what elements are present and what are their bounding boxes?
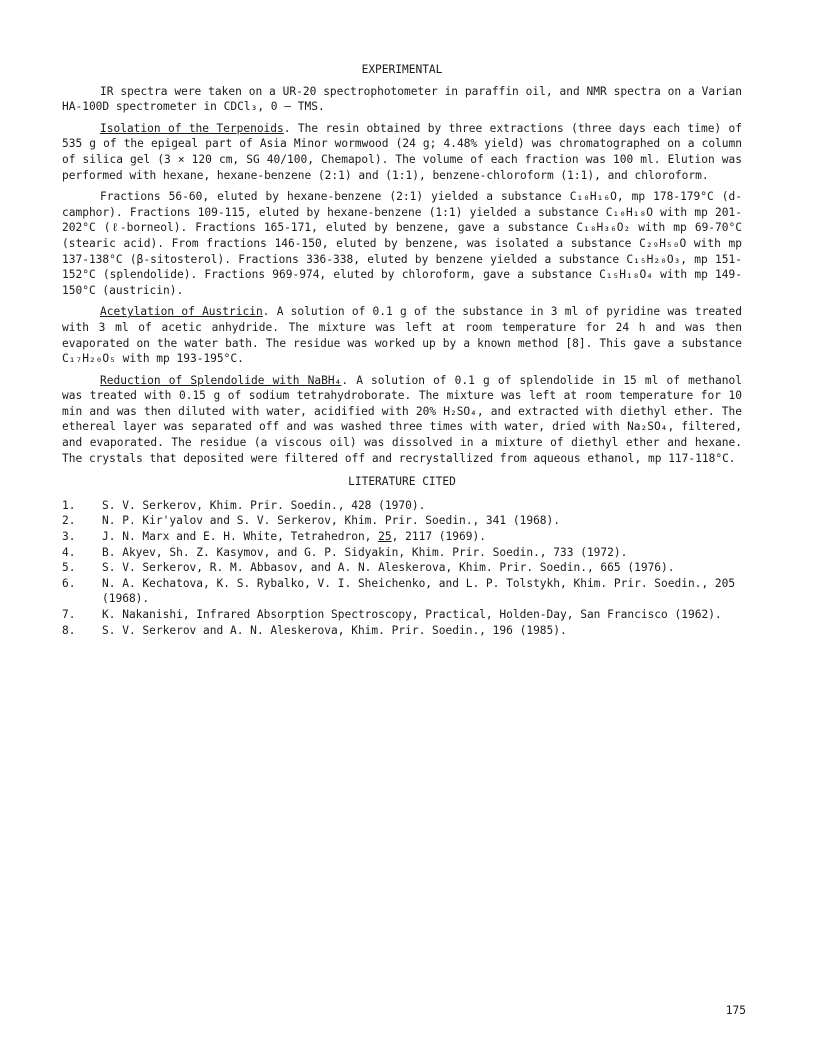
paragraph-isolation [62,121,742,183]
paragraph-reduction-text: . A solution of 0.1 g of splendolide in 15 ml of methanol was treated with 0.15 g of sodium tetrahydroborate. The mixture was left at room temperature for 10 min and was then diluted with water, acidified with 20% H₂SO₄, and extracted with diethyl ether. The ethereal layer was separated off and was washed three times with water, dried with Na₂SO₄, filtered, and evaporated. The residue (a viscous oil) was dissolved in a mixture of diethyl ether and hexane. The crystals that deposited were filtered off and recrystallized from aqueous ethanol, mp 117-118°C. [62,373,742,465]
reference-text: N. A. Kechatova, K. S. Rybalko, V. I. Sheichenko, and L. P. Tolstykh, Khim. Prir. Soedin., 205 (1968). [102,576,736,606]
paragraph-fractions: Fractions 56-60, eluted by hexane-benzene (2:1) yielded a substance C₁₀H₁₆O, mp 178-179°C (d-camphor). Fractions 109-115, eluted by hexane-benzene (1:1) yielded a substance C₁₀H₁₈O with mp 201-202°C (ℓ-borneol). Fractions 165-171, eluted by benzene, gave a substance C₁₈H₃₆O₂ with mp 69-70°C (stearic acid). From fractions 146-150, eluted by benzene, was isolated a substance C₂₉H₅₀O with mp 137-138°C (β-sitosterol). Fractions 336-338, eluted by benzene yielded a substance C₁₅H₂₀O₃, mp 151-152°C (splendolide). Fractions 969-974, eluted by chloroform, gave a substance C₁₅H₁₈O₄ with mp 149-150°C (austricin). [62,190,742,297]
subsection-title-acetylation: Acetylation of Austricin [100,305,263,319]
paragraph-isolation-text: . The resin obtained by three extractions (three days each time) of 535 g of the epigeal part of Asia Minor wormwood (24 g; 4.48% yield) was chromatographed on a column of silica gel (3 × 120 cm, SG 40/100, Chemapol). The volume of each fraction was 100 ml. Elution was performed with hexane, hexane-benzene (2:1) and (1:1), benzene-chloroform (1:1), and chloroform. [62,121,743,182]
reference-number: 7. [62,608,76,621]
subsection-title-isolation: Isolation of the Terpenoids [100,121,284,135]
paragraph-acetylation-text: . A solution of 0.1 g of the substance in 3 ml of pyridine was treated with 3 ml of acetic anhydride. The mixture was left at room temperature for 24 h and was then evaporated on the water bath. The residue was worked up by a known method [8]. This gave a substance C₁₇H₂₀O₅ with mp 193-195°C. [62,305,743,366]
reference-item [62,545,742,561]
paragraph-acetylation [62,304,742,366]
section-heading: EXPERIMENTAL [361,63,443,76]
reference-number: 5. [62,561,76,575]
reference-item [62,513,742,529]
reference-text: S. V. Serkerov, Khim. Prir. Soedin., 428 (1970). [102,498,426,512]
paragraph-reduction [62,373,742,467]
paragraph-ir-nmr: IR spectra were taken on a UR-20 spectrophotometer in paraffin oil, and NMR spectra on a Varian HA-100D spectrometer in CDCl₃, 0 – TMS. [62,84,742,114]
page-number: 175 [725,1004,746,1017]
reference-text-part: , 2117 (1969). [391,530,486,544]
reference-text: S. V. Serkerov, R. M. Abbasov, and A. N. Aleskerova, Khim. Prir. Soedin., 665 (1976). [102,561,675,575]
reference-item [62,560,742,576]
reference-list [62,498,742,638]
reference-text: K. Nakanishi, Infrared Absorption Spectroscopy, Practical, Holden-Day, San Francisco (1962). [102,608,722,621]
reference-text: S. V. Serkerov and A. N. Aleskerova, Khim. Prir. Soedin., 196 (1985). [102,623,567,637]
reference-text: B. Akyev, Sh. Z. Kasymov, and G. P. Sidyakin, Khim. Prir. Soedin., 733 (1972). [102,545,628,559]
subsection-title-reduction: Reduction of Splendolide with NaBH₄ [100,373,342,387]
reference-number: 3. [62,530,76,544]
reference-volume: 25 [378,530,392,544]
reference-number: 4. [62,545,76,559]
reference-text: N. P. Kir'yalov and S. V. Serkerov, Khim. Prir. Soedin., 341 (1968). [102,514,561,528]
reference-item [62,623,742,639]
reference-item [62,529,742,545]
page-body [62,62,742,638]
literature-heading: LITERATURE CITED [348,475,456,489]
reference-item [62,498,742,514]
reference-number: 6. [62,576,76,590]
reference-item [62,576,742,607]
reference-number: 2. [62,514,76,528]
reference-text-part: J. N. Marx and E. H. White, Tetrahedron, [102,530,379,544]
reference-text [102,529,742,545]
reference-number: 8. [62,623,76,637]
reference-item [62,607,742,623]
reference-number: 1. [62,498,76,512]
